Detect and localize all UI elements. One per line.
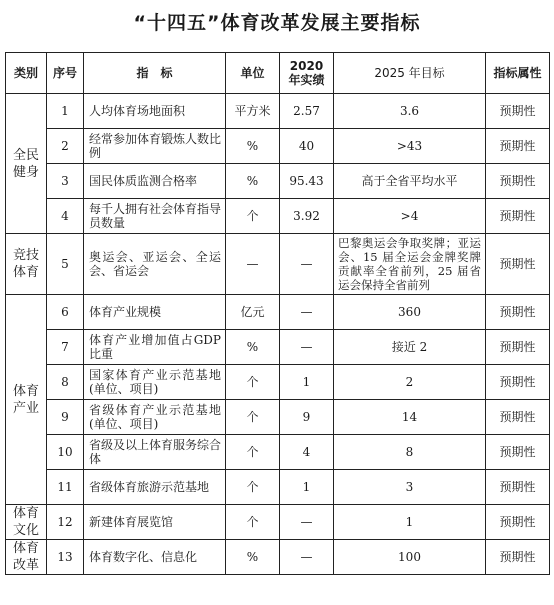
table-row: [6, 295, 550, 330]
row-indicator: 省级体育旅游示范基地: [84, 470, 226, 505]
header-actual-2020: 2020 年实绩: [280, 53, 334, 94]
row-seq: 8: [47, 365, 84, 400]
row-actual-2020: 1: [280, 470, 334, 505]
row-seq: 3: [47, 164, 84, 199]
row-seq: 2: [47, 129, 84, 164]
row-attribute: 预期性: [486, 199, 550, 234]
header-row: [6, 53, 550, 94]
row-actual-2020: —: [280, 540, 334, 575]
row-target-2025: 8: [334, 435, 486, 470]
row-attribute: 预期性: [486, 470, 550, 505]
category-competitive: 竞技体育: [6, 234, 47, 295]
row-indicator: 省级及以上体育服务综合体: [84, 435, 226, 470]
table-row: [6, 505, 550, 540]
row-indicator: 体育产业规模: [84, 295, 226, 330]
row-target-2025: 100: [334, 540, 486, 575]
table-row: [6, 164, 550, 199]
row-unit: %: [226, 164, 280, 199]
row-indicator: 经常参加体育锻炼人数比例: [84, 129, 226, 164]
row-actual-2020: 4: [280, 435, 334, 470]
row-unit: %: [226, 540, 280, 575]
row-unit: 个: [226, 505, 280, 540]
row-attribute: 预期性: [486, 540, 550, 575]
row-seq: 5: [47, 234, 84, 295]
table-row: [6, 129, 550, 164]
row-indicator: 国家体育产业示范基地(单位、项目): [84, 365, 226, 400]
row-unit: 亿元: [226, 295, 280, 330]
category-industry: 体育产业: [6, 295, 47, 505]
table-row: [6, 234, 550, 295]
row-actual-2020: —: [280, 295, 334, 330]
row-target-2025: 3: [334, 470, 486, 505]
row-indicator: 新建体育展览馆: [84, 505, 226, 540]
row-seq: 7: [47, 330, 84, 365]
row-seq: 6: [47, 295, 84, 330]
row-target-2025: 3.6: [334, 94, 486, 129]
row-seq: 11: [47, 470, 84, 505]
row-indicator: 体育产业增加值占GDP 比重: [84, 330, 226, 365]
row-actual-2020: 9: [280, 400, 334, 435]
row-seq: 10: [47, 435, 84, 470]
row-target-2025: 2: [334, 365, 486, 400]
row-attribute: 预期性: [486, 94, 550, 129]
row-unit: 个: [226, 470, 280, 505]
table-row: [6, 435, 550, 470]
row-actual-2020: —: [280, 330, 334, 365]
row-indicator: 省级体育产业示范基地(单位、项目): [84, 400, 226, 435]
row-indicator: 每千人拥有社会体育指导员数量: [84, 199, 226, 234]
header-category: 类别: [6, 53, 47, 94]
category-culture: 体育文化: [6, 505, 47, 540]
row-target-2025: 360: [334, 295, 486, 330]
table-row: [6, 94, 550, 129]
row-attribute: 预期性: [486, 435, 550, 470]
category-fitness: 全民健身: [6, 94, 47, 234]
row-target-2025: >43: [334, 129, 486, 164]
page-title: “十四五”体育改革发展主要指标: [133, 12, 421, 34]
row-indicator: 国民体质监测合格率: [84, 164, 226, 199]
row-actual-2020: 40: [280, 129, 334, 164]
row-actual-2020: 3.92: [280, 199, 334, 234]
row-target-2025: 14: [334, 400, 486, 435]
row-unit: 平方米: [226, 94, 280, 129]
table-row: [6, 540, 550, 575]
header-seq: 序号: [47, 53, 84, 94]
row-seq: 12: [47, 505, 84, 540]
table-row: [6, 330, 550, 365]
row-actual-2020: —: [280, 505, 334, 540]
row-attribute: 预期性: [486, 129, 550, 164]
header-unit: 单位: [226, 53, 280, 94]
table-row: [6, 365, 550, 400]
row-target-2025: 接近 2: [334, 330, 486, 365]
row-attribute: 预期性: [486, 330, 550, 365]
row-target-2025: 巴黎奥运会争取奖牌；亚运会、15 届全运会金牌奖牌贡献率全省前列，25 届省运会保持全省前列: [334, 234, 486, 295]
row-unit: %: [226, 330, 280, 365]
row-seq: 4: [47, 199, 84, 234]
row-seq: 1: [47, 94, 84, 129]
row-attribute: 预期性: [486, 400, 550, 435]
header-attribute: 指标属性: [486, 53, 550, 94]
row-attribute: 预期性: [486, 234, 550, 295]
category-reform: 体育改革: [6, 540, 47, 575]
header-indicator: 指 标: [84, 53, 226, 94]
row-unit: %: [226, 129, 280, 164]
row-unit: —: [226, 234, 280, 295]
row-target-2025: >4: [334, 199, 486, 234]
row-attribute: 预期性: [486, 295, 550, 330]
row-unit: 个: [226, 365, 280, 400]
row-attribute: 预期性: [486, 365, 550, 400]
header-target-2025: 2025 年目标: [334, 53, 486, 94]
row-indicator: 体育数字化、信息化: [84, 540, 226, 575]
table-row: [6, 400, 550, 435]
row-indicator: 人均体育场地面积: [84, 94, 226, 129]
table-row: [6, 199, 550, 234]
row-target-2025: 1: [334, 505, 486, 540]
row-unit: 个: [226, 435, 280, 470]
indicators-table: [5, 52, 550, 575]
row-seq: 9: [47, 400, 84, 435]
row-indicator: 奥运会、亚运会、全运会、省运会: [84, 234, 226, 295]
row-seq: 13: [47, 540, 84, 575]
row-attribute: 预期性: [486, 505, 550, 540]
table-row: [6, 470, 550, 505]
row-actual-2020: 1: [280, 365, 334, 400]
row-actual-2020: 95.43: [280, 164, 334, 199]
row-actual-2020: —: [280, 234, 334, 295]
row-actual-2020: 2.57: [280, 94, 334, 129]
row-target-2025: 高于全省平均水平: [334, 164, 486, 199]
row-attribute: 预期性: [486, 164, 550, 199]
row-unit: 个: [226, 199, 280, 234]
row-unit: 个: [226, 400, 280, 435]
